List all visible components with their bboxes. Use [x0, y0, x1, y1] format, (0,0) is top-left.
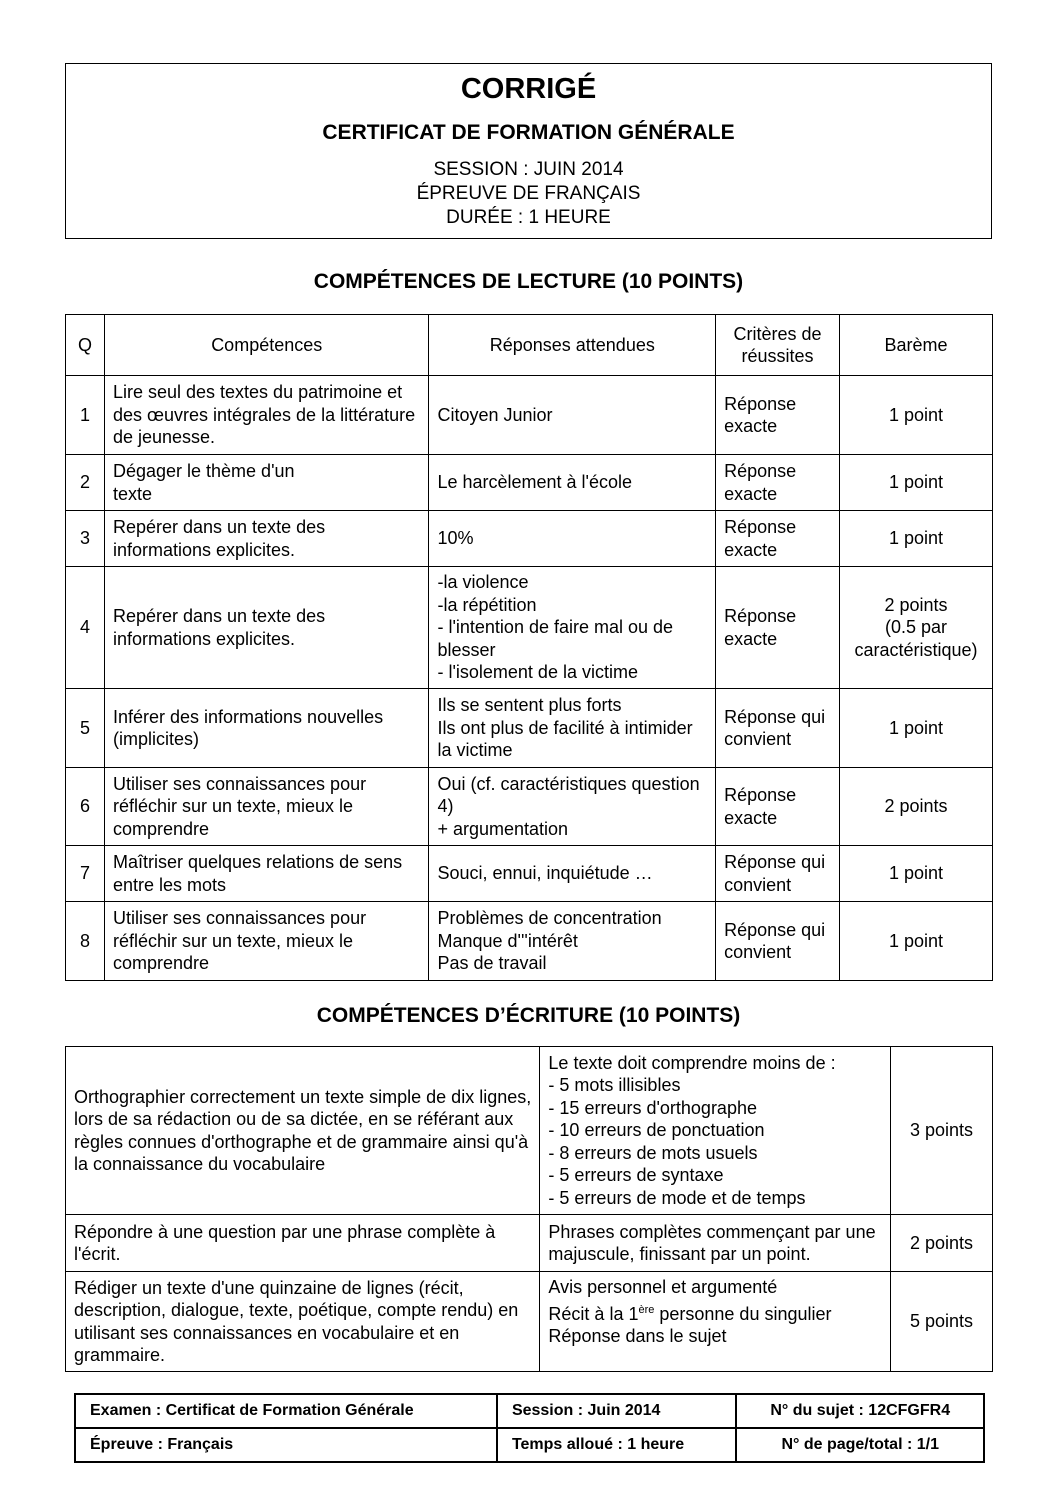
- critere-cell: Réponse qui convient: [716, 902, 840, 981]
- footer-sujet: N° du sujet : 12CFGFR4: [736, 1394, 984, 1428]
- session-line: SESSION : JUIN 2014: [433, 159, 624, 180]
- bareme-cell: 2 points (0.5 par caractéristique): [840, 567, 993, 689]
- footer-temps: Temps alloué : 1 heure: [497, 1428, 737, 1462]
- col-header-competences: Compétences: [104, 315, 429, 376]
- footer-epreuve: Épreuve : Français: [75, 1428, 497, 1462]
- competence-cell: Dégager le thème d'un texte: [104, 455, 429, 511]
- footer-examen: Examen : Certificat de Formation Générale: [75, 1394, 497, 1428]
- table-row: [66, 376, 993, 455]
- ecriture-section-title: COMPÉTENCES D’ÉCRITURE (10 POINTS): [316, 1004, 741, 1027]
- ordinal-superscript: ère: [638, 1303, 655, 1316]
- table-row: [66, 902, 993, 981]
- table-row: [66, 846, 993, 902]
- reponse-cell: 10%: [429, 511, 716, 567]
- q-number: 7: [66, 846, 105, 902]
- duree-line: DURÉE : 1 HEURE: [446, 207, 611, 228]
- bareme-cell: 1 point: [840, 689, 993, 768]
- table-row: [66, 1047, 993, 1215]
- critere-cell: Réponse exacte: [716, 567, 840, 689]
- lecture-table: [65, 314, 993, 981]
- critere-cell: Réponse exacte: [716, 768, 840, 846]
- reponse-cell: -la violence -la répétition - l'intention de faire mal ou de blesser - l'isolement de la victime: [429, 567, 716, 689]
- table-row: [66, 567, 993, 689]
- critere-line: Avis personnel et argumenté: [548, 1277, 778, 1297]
- reponse-cell: Oui (cf. caractéristiques question 4) + argumentation: [429, 768, 716, 846]
- bareme-cell: 1 point: [840, 846, 993, 902]
- bareme-cell: 1 point: [840, 902, 993, 981]
- q-number: 8: [66, 902, 105, 981]
- critere-line: [548, 1299, 882, 1326]
- critere-cell: Réponse exacte: [716, 511, 840, 567]
- epreuve-line: ÉPREUVE DE FRANÇAIS: [416, 183, 641, 204]
- q-number: 1: [66, 376, 105, 455]
- critere-cell: Réponse qui convient: [716, 846, 840, 902]
- page-title: CORRIGÉ: [460, 73, 597, 105]
- q-number: 2: [66, 455, 105, 511]
- competence-cell: Repérer dans un texte des informations explicites.: [104, 567, 429, 689]
- q-number: 6: [66, 768, 105, 846]
- lecture-header-row: [66, 315, 993, 376]
- critere-cell: [540, 1272, 891, 1372]
- page-subtitle: CERTIFICAT DE FORMATION GÉNÉRALE: [322, 121, 735, 144]
- col-header-bareme: Barème: [840, 315, 993, 376]
- table-row: [66, 1215, 993, 1272]
- competence-cell: Repérer dans un texte des informations explicites.: [104, 511, 429, 567]
- footer-session: Session : Juin 2014: [497, 1394, 737, 1428]
- table-row: [66, 455, 993, 511]
- competence-cell: Maîtriser quelques relations de sens entre les mots: [104, 846, 429, 902]
- critere-cell: Réponse exacte: [716, 455, 840, 511]
- table-row: [66, 511, 993, 567]
- q-number: 5: [66, 689, 105, 768]
- reponse-cell: Citoyen Junior: [429, 376, 716, 455]
- bareme-cell: 3 points: [891, 1047, 993, 1215]
- competence-cell: Inférer des informations nouvelles (implicites): [104, 689, 429, 768]
- table-row: [66, 1272, 993, 1372]
- critere-text: Récit à la 1: [548, 1303, 639, 1324]
- competence-cell: Utiliser ses connaissances pour réfléchir sur un texte, mieux le comprendre: [104, 902, 429, 981]
- header-box: [65, 63, 992, 239]
- critere-cell: Phrases complètes commençant par une majuscule, finissant par un point.: [540, 1215, 891, 1272]
- footer-table: [74, 1393, 985, 1463]
- critere-cell: Réponse qui convient: [716, 689, 840, 768]
- table-row: [66, 768, 993, 846]
- bareme-cell: 2 points: [840, 768, 993, 846]
- table-row: [66, 689, 993, 768]
- critere-cell: Réponse exacte: [716, 376, 840, 455]
- col-header-q: Q: [66, 315, 105, 376]
- bareme-cell: 2 points: [891, 1215, 993, 1272]
- bareme-cell: 5 points: [891, 1272, 993, 1372]
- footer-row: [75, 1394, 984, 1428]
- col-header-reponses: Réponses attendues: [429, 315, 716, 376]
- competence-cell: Orthographier correctement un texte simple de dix lignes, lors de sa rédaction ou de sa dictée, en se référant aux règles connues d'orthographe et de grammaire ainsi qu'à la connaissance du vocabulaire: [66, 1047, 540, 1215]
- q-number: 3: [66, 511, 105, 567]
- footer-row: [75, 1428, 984, 1462]
- q-number: 4: [66, 567, 105, 689]
- footer-page: N° de page/total : 1/1: [736, 1428, 984, 1462]
- critere-line: Réponse dans le sujet: [548, 1326, 727, 1346]
- col-header-criteres: Critères de réussites: [716, 315, 840, 376]
- reponse-cell: Le harcèlement à l'école: [429, 455, 716, 511]
- competence-cell: Répondre à une question par une phrase complète à l'écrit.: [66, 1215, 540, 1272]
- bareme-cell: 1 point: [840, 455, 993, 511]
- lecture-section-title: COMPÉTENCES DE LECTURE (10 POINTS): [313, 270, 744, 293]
- competence-cell: Rédiger un texte d'une quinzaine de lignes (récit, description, dialogue, texte, poétique, compte rendu) en utilisant ses connaissances en vocabulaire et en grammaire.: [66, 1272, 540, 1372]
- critere-text: personne du singulier: [654, 1303, 832, 1324]
- bareme-cell: 1 point: [840, 511, 993, 567]
- competence-cell: Lire seul des textes du patrimoine et des œuvres intégrales de la littérature de jeunesse.: [104, 376, 429, 455]
- critere-cell: Le texte doit comprendre moins de : - 5 mots illisibles - 15 erreurs d'orthographe - 10 erreurs de ponctuation - 8 erreurs de mots usuels - 5 erreurs de syntaxe - 5 erreurs de mode et de temps: [540, 1047, 891, 1215]
- reponse-cell: Ils se sentent plus forts Ils ont plus de facilité à intimider la victime: [429, 689, 716, 768]
- competence-cell: Utiliser ses connaissances pour réfléchir sur un texte, mieux le comprendre: [104, 768, 429, 846]
- ecriture-table: [65, 1046, 993, 1372]
- reponse-cell: Problèmes de concentration Manque d'''intérêt Pas de travail: [429, 902, 716, 981]
- reponse-cell: Souci, ennui, inquiétude …: [429, 846, 716, 902]
- bareme-cell: 1 point: [840, 376, 993, 455]
